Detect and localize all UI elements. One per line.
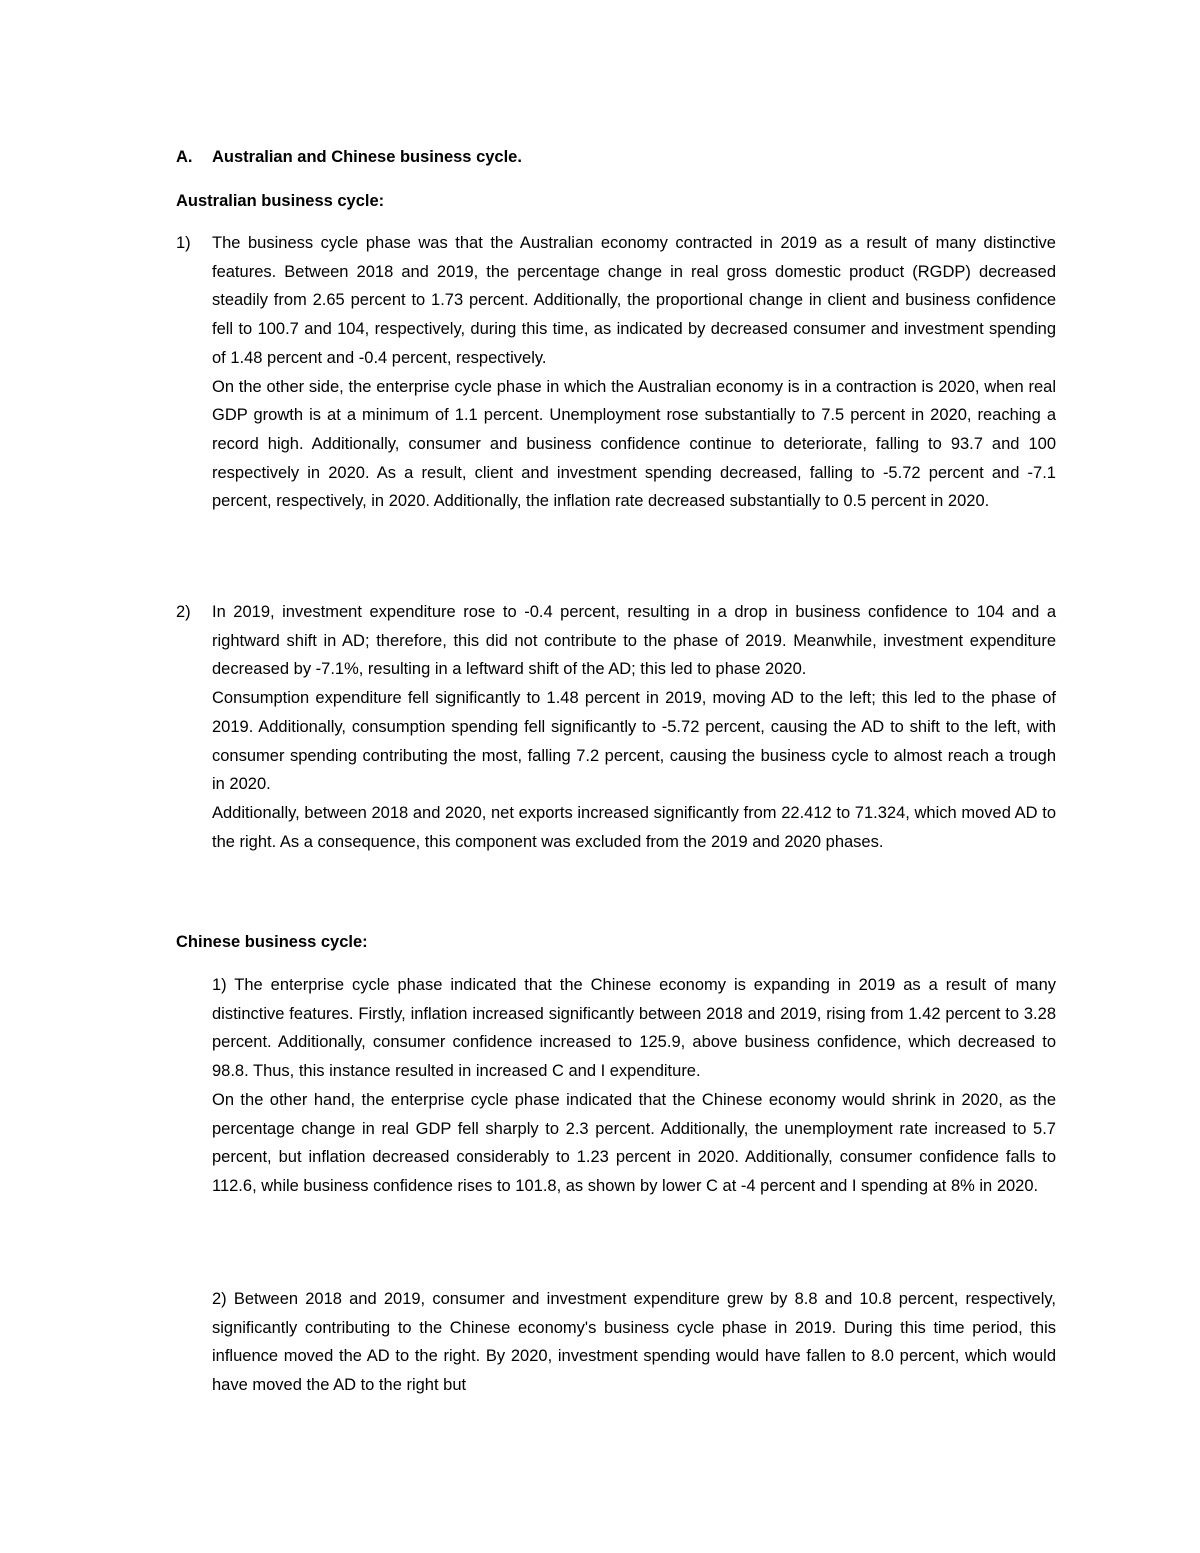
chinese-item1 [212, 971, 1056, 1201]
section-heading [176, 145, 522, 169]
australian-item2-paragraph2: Consumption expenditure fell significantly to 1.48 percent in 2019, moving AD to the left; this led to the phase of 2019. Additionally, consumption spending fell significantly to -5.72 percent, causing the AD to shift to the left, with consumer spending contributing the most, falling 7.2 percent, causing the business cycle to almost reach a trough in 2020. [212, 689, 1056, 794]
australian-item2-paragraph3: Additionally, between 2018 and 2020, net exports increased significantly from 22.412 to 71.324, which moved AD to the right. As a consequence, this component was excluded from the 2019 and 2020 phases. [212, 803, 1056, 851]
chinese-item2-paragraph1: 2) Between 2018 and 2019, consumer and investment expenditure grew by 8.8 and 10.8 percent, respectively, significantly contributing to the Chinese economy's business cycle phase in 2019. During this time period, this influence moved the AD to the right. By 2020, investment spending would have fallen to 8.0 percent, which would have moved the AD to the right but [212, 1290, 1056, 1395]
section-marker: A. [176, 148, 193, 166]
australian-item1 [212, 229, 1056, 516]
australian-item1-paragraph1: The business cycle phase was that the Australian economy contracted in 2019 as a result of many distinctive features. Between 2018 and 2019, the percentage change in real gross domestic product (RGDP) decreased steadily from 2.65 percent to 1.73 percent. Additionally, the proportional change in client and business confidence fell to 100.7 and 104, respectively, during this time, as indicated by decreased consumer and investment spending of 1.48 percent and -0.4 percent, respectively. [212, 234, 1056, 367]
chinese-heading: Chinese business cycle: [176, 933, 368, 951]
australian-item2-number: 2) [176, 603, 191, 621]
chinese-item2 [212, 1285, 1056, 1400]
section-title: Australian and Chinese business cycle. [212, 148, 522, 166]
australian-item2-paragraph1: In 2019, investment expenditure rose to -0.4 percent, resulting in a drop in business confidence to 104 and a rightward shift in AD; therefore, this did not contribute to the phase of 2019. Meanwhile, investment expenditure decreased by -7.1%, resulting in a leftward shift of the AD; this led to phase 2020. [212, 603, 1056, 679]
chinese-item1-paragraph2: On the other hand, the enterprise cycle phase indicated that the Chinese economy would shrink in 2020, as the percentage change in real GDP fell sharply to 2.3 percent. Additionally, the unemployment rate increased to 5.7 percent, but inflation decreased considerably to 1.23 percent in 2020. Additionally, consumer confidence falls to 112.6, while business confidence rises to 101.8, as shown by lower C at -4 percent and I spending at 8% in 2020. [212, 1090, 1056, 1195]
australian-item1-number: 1) [176, 234, 191, 252]
australian-heading: Australian business cycle: [176, 192, 385, 210]
chinese-item1-paragraph1: 1) The enterprise cycle phase indicated that the Chinese economy is expanding in 2019 as a result of many distinctive features. Firstly, inflation increased significantly between 2018 and 2019, rising from 1.42 percent to 3.28 percent. Additionally, consumer confidence increased to 125.9, above business confidence, which decreased to 98.8. Thus, this instance resulted in increased C and I expenditure. [212, 976, 1056, 1081]
australian-item2 [212, 598, 1056, 856]
australian-item1-paragraph2: On the other side, the enterprise cycle phase in which the Australian economy is in a contraction is 2020, when real GDP growth is at a minimum of 1.1 percent. Unemployment rose substantially to 7.5 percent in 2020, reaching a record high. Additionally, consumer and business confidence continue to deteriorate, falling to 93.7 and 100 respectively in 2020. As a result, client and investment spending decreased, falling to -5.72 percent and -7.1 percent, respectively, in 2020. Additionally, the inflation rate decreased substantially to 0.5 percent in 2020. [212, 377, 1056, 511]
